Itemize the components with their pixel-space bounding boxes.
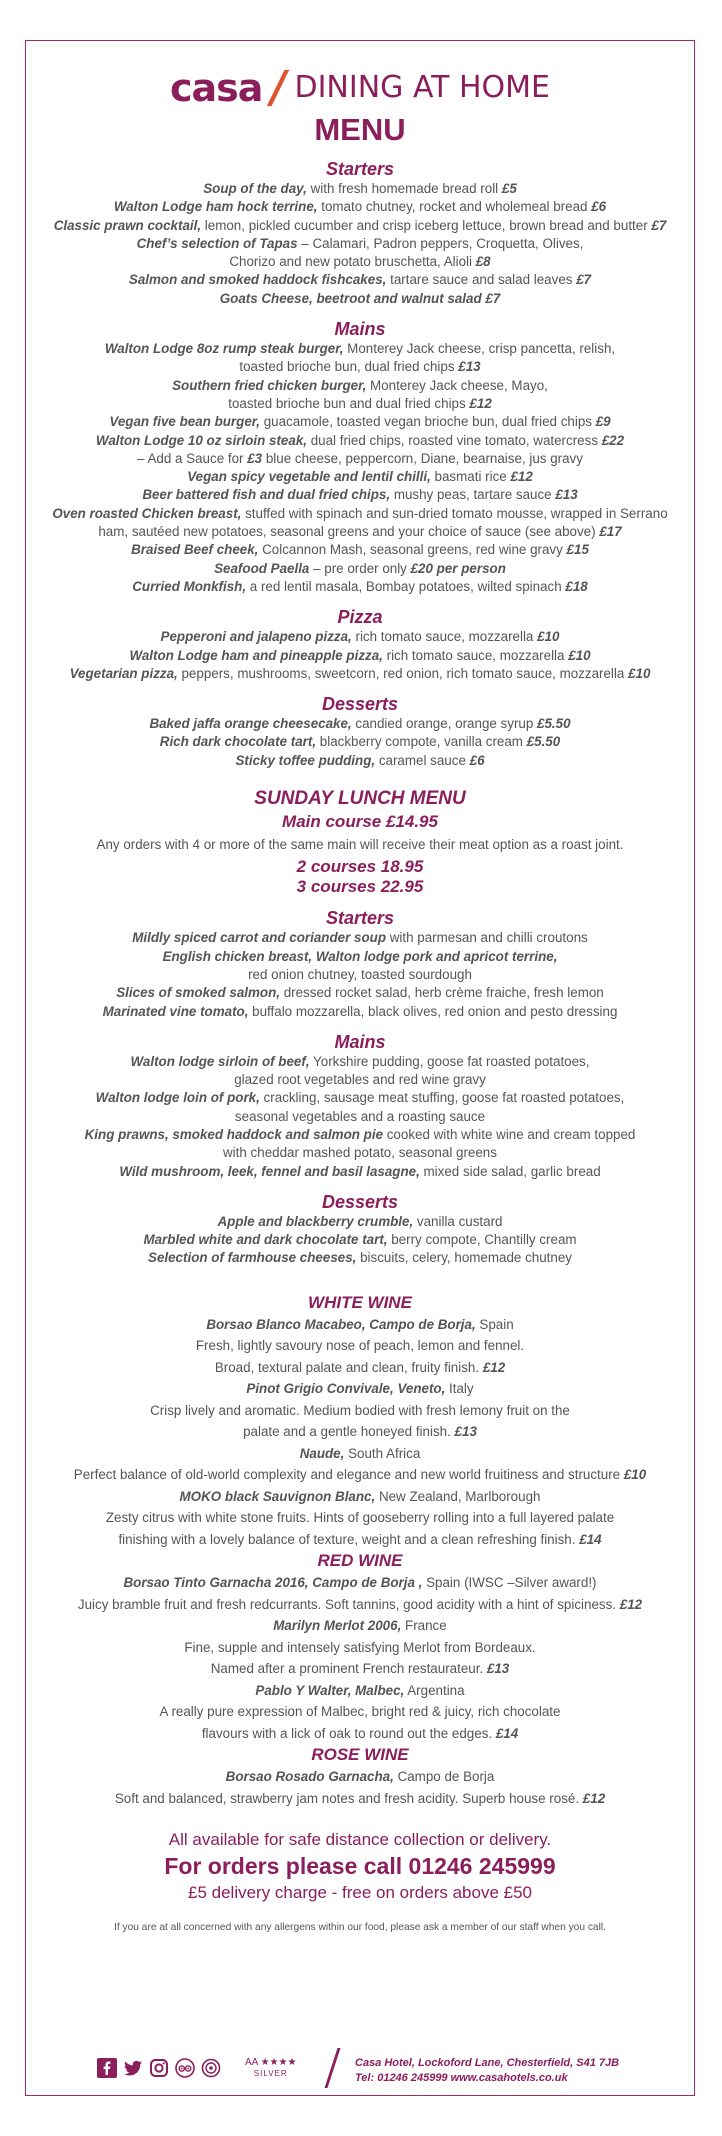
wine-tasting-note: Zesty citrus with white stone fruits. Hints of gooseberry rolling into a full layered palate (105, 1510, 615, 1526)
dish-description: caramel sauce (375, 752, 470, 768)
dish-name: King prawns, smoked haddock and salmon pie (84, 1126, 384, 1142)
menu-item-line (25, 217, 695, 235)
dish-description-cont: seasonal vegetables and a roasting sauce (234, 1108, 486, 1124)
menu-item-line (25, 984, 695, 1002)
wine-price: £13 (454, 1424, 477, 1440)
instagram-icon[interactable] (149, 2058, 169, 2078)
sunday-roast-note: Any orders with 4 or more of the same main will receive their meat option as a roast joint. (96, 837, 624, 853)
white-wine-item (25, 1486, 695, 1551)
dish-name: Oven roasted Chicken breast, (52, 505, 242, 521)
menu-item-line (25, 486, 695, 504)
dish-description: Colcannon Mash, seasonal greens, red wine gravy (258, 542, 567, 558)
wine-tasting-note-last (25, 1529, 695, 1551)
starters-heading: Starters (325, 159, 395, 179)
dish-name: Southern fried chicken burger, (172, 377, 367, 393)
dish-price: £12 (510, 469, 533, 485)
dish-description: mixed side salad, garlic bread (419, 1163, 601, 1179)
dish-name: Beer battered fish and dual fried chips, (142, 487, 391, 503)
sunday-desserts-item (25, 1213, 695, 1231)
menu-item-line (25, 1126, 695, 1144)
mains-item (25, 541, 695, 559)
dish-description: blackberry compote, vanilla cream (316, 734, 527, 750)
menu-item-line (25, 290, 695, 308)
dish-price: £8 (475, 254, 491, 270)
white-wine-item (25, 1378, 695, 1443)
menu-item-line (25, 733, 695, 751)
menu-item-line (25, 1213, 695, 1231)
dish-description: crackling, sausage meat stuffing, goose fat roasted potatoes, (259, 1090, 625, 1106)
twitter-icon[interactable] (123, 2058, 143, 2078)
dish-name: Curried Monkfish, (132, 578, 247, 594)
dish-name: Vegetarian pizza, (69, 665, 178, 681)
menu-item-line (25, 450, 695, 468)
mains-item (25, 578, 695, 596)
dish-name: Soup of the day, (203, 181, 307, 196)
menu-item-line (25, 1071, 695, 1089)
brand-slash: / (265, 62, 292, 113)
sunday-mains-item (25, 1089, 695, 1126)
dish-description: dressed rocket salad, herb crème fraiche, fresh lemon (279, 985, 604, 1001)
dish-name: Walton lodge loin of pork, (95, 1090, 260, 1106)
hotel-contact (355, 2056, 619, 2086)
sunday-mains-item (25, 1053, 695, 1090)
wine-tasting-note-last (25, 1464, 695, 1486)
sunday-mains-item (25, 1163, 695, 1181)
main-menu (25, 158, 695, 770)
dish-name: Walton Lodge 10 oz sirloin steak, (95, 432, 307, 448)
dish-name: Classic prawn cocktail, (53, 217, 202, 233)
starters-item (25, 217, 695, 235)
menu-item-line (25, 1144, 695, 1162)
dish-description: lemon, pickled cucumber and crisp iceberg lettuce, brown bread and butter (201, 217, 652, 233)
mains-item (25, 468, 695, 486)
menu-item-line (25, 505, 695, 523)
dish-description-cont: glazed root vegetables and red wine gravy (234, 1072, 486, 1088)
menu-item-line (25, 468, 695, 486)
wine-tasting-note-last (25, 1357, 695, 1379)
wine-title-line (25, 1615, 695, 1637)
dish-description: with fresh homemade bread roll (306, 181, 502, 196)
dish-description-cont: – Add a Sauce for (137, 450, 248, 466)
mains-item (25, 560, 695, 578)
dish-price: £7 (651, 217, 667, 233)
footer (25, 2046, 695, 2090)
sunday-three-courses: 3 courses 22.95 (296, 877, 424, 897)
dish-description: tomato chutney, rocket and wholemeal bread (317, 199, 592, 215)
dish-description: with parmesan and chilli croutons (386, 930, 588, 946)
ordering-availability: All available for safe distance collection or delivery. (168, 1830, 552, 1850)
wine-tasting-text: palate and a gentle honeyed finish. (243, 1424, 455, 1440)
wine-title-line (25, 1443, 695, 1465)
dish-name: Marbled white and dark chocolate tart, (143, 1232, 388, 1248)
desserts-heading: Desserts (321, 694, 399, 715)
dish-description: mushy peas, tartare sauce (390, 487, 556, 503)
dish-name: Braised Beef cheek, (131, 542, 259, 558)
sunday-starters-item (25, 984, 695, 1002)
wine-tasting-note: Crisp lively and aromatic. Medium bodied with fresh lemony fruit on the (150, 1402, 570, 1418)
wine-origin: Spain (475, 1316, 514, 1332)
menu-item-line (25, 235, 695, 253)
dish-name: Apple and blackberry crumble, (217, 1213, 414, 1229)
dish-name: Walton Lodge ham and pineapple pizza, (129, 647, 383, 663)
wine-tasting-text: Juicy bramble fruit and fresh redcurrants. Soft tannins, good acidity with a hint of spiciness. (77, 1596, 620, 1612)
rose-wine-item (25, 1766, 695, 1809)
wine-origin: Italy (445, 1381, 474, 1397)
wine-price: £10 (623, 1467, 647, 1483)
ordering-phone: For orders please call 01246 245999 (164, 1853, 556, 1880)
pizza-item (25, 665, 695, 683)
menu-content (25, 40, 695, 1935)
wine-title-line (25, 1314, 695, 1336)
dish-price: £13 (458, 359, 481, 375)
menu-item-line (25, 560, 695, 578)
wine-tasting-note-last (25, 1594, 695, 1616)
wine-price: £13 (486, 1661, 510, 1677)
desserts-item (25, 715, 695, 733)
wine-tasting-note: Fresh, lightly savoury nose of peach, lemon and fennel. (195, 1338, 525, 1354)
brand-casa: casa (169, 66, 263, 110)
dish-name: Pepperoni and jalapeno pizza, (160, 629, 352, 645)
wine-origin: Spain (IWSC –Silver award!) (422, 1575, 597, 1591)
wine-tasting-text: Named after a prominent French restaurateur. (210, 1661, 487, 1677)
wine-origin: South Africa (344, 1445, 421, 1461)
footer-divider (325, 2048, 341, 2088)
dish-name: Vegan spicy vegetable and lentil chilli, (187, 469, 431, 485)
dish-price: £5.50 (526, 734, 561, 750)
dish-name: Rich dark chocolate tart, (159, 734, 317, 750)
rose-wine-heading: ROSE WINE (311, 1745, 409, 1765)
dish-name: English chicken breast, Walton lodge pork and apricot terrine, (162, 948, 558, 964)
wine-origin: New Zealand, Marlborough (375, 1488, 541, 1504)
starters-item (25, 290, 695, 308)
wine-name: Pablo Y Walter, Malbec, (255, 1682, 405, 1698)
mains-item (25, 432, 695, 469)
dish-description: Yorkshire pudding, goose fat roasted potatoes, (309, 1053, 590, 1069)
wine-tasting-note-last (25, 1658, 695, 1680)
dish-description: vanilla custard (413, 1213, 503, 1229)
ordering-delivery: £5 delivery charge - free on orders above £50 (188, 1883, 532, 1903)
pizza-item (25, 647, 695, 665)
wine-title-line (25, 1766, 695, 1788)
dish-price: £5 (501, 181, 517, 196)
menu-item-line (25, 271, 695, 289)
dish-name: Seafood Paella (214, 560, 310, 576)
dish-description: biscuits, celery, homemade chutney (356, 1250, 572, 1266)
menu-item-line (25, 628, 695, 646)
dish-name: Walton Lodge ham hock terrine, (113, 199, 318, 215)
wine-name: Borsao Blanco Macabeo, Campo de Borja, (206, 1316, 476, 1332)
sunday-desserts-item (25, 1231, 695, 1249)
mains-item (25, 413, 695, 431)
menu-item-line (25, 647, 695, 665)
sauce-price: £3 (247, 450, 263, 466)
dish-description-cont: toasted brioche bun and dual fried chips (228, 395, 470, 411)
tripadvisor-icon[interactable] (175, 2058, 195, 2078)
menu-item-line (25, 1163, 695, 1181)
dish-name: Wild mushroom, leek, fennel and basil lasagne, (119, 1163, 420, 1179)
menu-item-line (25, 541, 695, 559)
dish-name: Walton lodge sirloin of beef, (130, 1053, 310, 1069)
brand-tagline: DINING AT HOME (294, 70, 551, 105)
desserts-item (25, 752, 695, 770)
red-wine-item (25, 1615, 695, 1680)
menu-item-line (25, 1249, 695, 1267)
red-wine-item (25, 1680, 695, 1745)
dish-description-cont: red onion chutney, toasted sourdough (248, 966, 472, 982)
sunday-starters-heading: Starters (325, 908, 395, 929)
dish-name: Mildly spiced carrot and coriander soup (132, 930, 387, 946)
menu-item-line (25, 578, 695, 596)
wine-tasting-text: Soft and balanced, strawberry jam notes and fresh acidity. Superb house rosé. (114, 1790, 583, 1806)
brand-logo (25, 62, 695, 113)
dish-price: £15 (566, 542, 589, 558)
menu-item-line (25, 948, 695, 966)
dish-price: £10 (537, 629, 560, 645)
dish-description: Monterey Jack cheese, Mayo, (366, 377, 548, 393)
white-wine-heading: WHITE WINE (308, 1292, 412, 1312)
dish-name: Salmon and smoked haddock fishcakes, (128, 272, 387, 288)
dish-price: £13 (555, 487, 578, 503)
dish-description: peppers, mushrooms, sweetcorn, red onion, rich tomato sauce, mozzarella (177, 665, 629, 681)
menu-item-line (25, 523, 695, 541)
menu-item-line (25, 377, 695, 395)
hotel-address: Casa Hotel, Lockoford Lane, Chesterfield, S41 7JB (355, 2057, 620, 2069)
wine-price: £14 (579, 1531, 602, 1547)
pizza-heading: Pizza (337, 607, 383, 628)
menu-item-line (25, 413, 695, 431)
social-links (97, 2058, 221, 2078)
dish-description: stuffed with spinach and sun-dried tomato mousse, wrapped in Serrano (241, 505, 668, 521)
wine-price: £12 (582, 1790, 606, 1806)
pizza-item (25, 628, 695, 646)
menu-item-line (25, 715, 695, 733)
aa-rating-stars: AA ★★★★ (245, 2057, 297, 2068)
menu-item-line (25, 752, 695, 770)
wine-tasting-note: Fine, supple and intensely satisfying Merlot from Bordeaux. (184, 1639, 536, 1655)
wine-origin: Argentina (404, 1682, 465, 1698)
dish-description: guacamole, toasted vegan brioche bun, dual fried chips (259, 414, 596, 430)
wine-origin: Campo de Borja (393, 1769, 495, 1785)
wine-price: £14 (495, 1725, 519, 1741)
dish-description-cont: with cheddar mashed potato, seasonal greens (223, 1145, 497, 1161)
wine-price: £12 (482, 1359, 506, 1375)
dish-description: candied orange, orange syrup (351, 716, 538, 732)
hotel-phone-web[interactable]: Tel: 01246 245999 www.casahotels.co.uk (355, 2072, 568, 2084)
dish-description: buffalo mozzarella, black olives, red onion and pesto dressing (248, 1003, 618, 1019)
wine-tasting-text: Perfect balance of old-world complexity and elegance and new world fruitiness and structure (73, 1467, 624, 1483)
dish-name: Slices of smoked salmon, (116, 985, 280, 1001)
dish-name: Chef’s selection of Tapas (136, 235, 298, 251)
menu-title: MENU (314, 112, 406, 147)
red-wine-item (25, 1572, 695, 1615)
wine-list (25, 1292, 695, 1810)
sunday-desserts-item (25, 1249, 695, 1267)
sauce-options: blue cheese, peppercorn, Diane, bearnaise, jus gravy (262, 450, 583, 466)
desserts-item (25, 733, 695, 751)
dish-name: Vegan five bean burger, (109, 414, 260, 430)
menu-item-line (25, 358, 695, 376)
wine-tasting-note-last (25, 1723, 695, 1745)
sunday-starters-item (25, 929, 695, 947)
sunday-main-course: Main course £14.95 (282, 812, 438, 832)
dish-name: Walton Lodge 8oz rump steak burger, (104, 341, 344, 357)
mains-item (25, 505, 695, 542)
sunday-title: SUNDAY LUNCH MENU (254, 788, 466, 810)
dish-price: £20 per person (410, 560, 506, 576)
menu-item-line (25, 198, 695, 216)
aa-rating-level: SILVER (253, 2069, 288, 2078)
dish-description-cont: ham, sautéed new potatoes, seasonal greens and your choice of sauce (see above) (98, 524, 600, 540)
menu-item-line (25, 1089, 695, 1107)
dish-description: berry compote, Chantilly cream (387, 1232, 577, 1248)
wine-title-line (25, 1572, 695, 1594)
sunday-mains-item (25, 1126, 695, 1163)
dish-description: – Calamari, Padron peppers, Croquetta, Olives, (297, 235, 584, 251)
wine-price: £12 (619, 1596, 643, 1612)
dish-description: rich tomato sauce, mozzarella (351, 629, 538, 645)
dish-description: a red lentil masala, Bombay potatoes, wilted spinach (246, 578, 566, 594)
starters-item (25, 180, 695, 198)
menu-item-line (25, 929, 695, 947)
menu-item-line (25, 340, 695, 358)
award-rosette-icon (201, 2058, 221, 2078)
dish-price: £17 (599, 524, 622, 540)
sunday-two-courses: 2 courses 18.95 (296, 857, 424, 877)
menu-item-line (25, 432, 695, 450)
wine-name: MOKO black Sauvignon Blanc, (179, 1488, 376, 1504)
wine-title-line (25, 1680, 695, 1702)
dish-description-cont: Chorizo and new potato bruschetta, Alioli (229, 254, 476, 270)
dish-description: basmati rice (430, 469, 511, 485)
wine-name: Borsao Tinto Garnacha 2016, Campo de Borja , (123, 1575, 423, 1591)
starters-item (25, 198, 695, 216)
dish-description-cont: toasted brioche bun, dual fried chips (239, 359, 459, 375)
facebook-icon[interactable] (97, 2058, 117, 2078)
mains-item (25, 486, 695, 504)
dish-name: Marinated vine tomato, (102, 1003, 249, 1019)
dish-description: dual fried chips, roasted vine tomato, watercress (307, 432, 602, 448)
dish-price: £10 (628, 665, 651, 681)
wine-name: Marilyn Merlot 2006, (273, 1618, 402, 1634)
menu-item-line (25, 1003, 695, 1021)
dish-description: – pre order only (309, 560, 411, 576)
menu-item-line (25, 1053, 695, 1071)
dish-name: Baked jaffa orange cheesecake, (149, 716, 352, 732)
wine-title-line (25, 1378, 695, 1400)
sunday-desserts-heading: Desserts (321, 1191, 399, 1212)
menu-item-line (25, 966, 695, 984)
wine-tasting-text: flavours with a lick of oak to round out the edges. (201, 1725, 496, 1741)
dish-price: £18 (565, 578, 588, 594)
dish-name: Goats Cheese, beetroot and walnut salad (219, 290, 486, 306)
wine-tasting-note-last (25, 1421, 695, 1443)
mains-heading: Mains (334, 319, 386, 340)
dish-price: £7 (576, 272, 592, 288)
menu-item-line (25, 665, 695, 683)
sunday-menu (25, 907, 695, 1267)
wine-tasting-text: finishing with a lovely balance of texture, weight and a clean refreshing finish. (118, 1531, 580, 1547)
wine-origin: France (401, 1618, 447, 1634)
menu-item-line (25, 253, 695, 271)
mains-item (25, 340, 695, 377)
wine-tasting-text: Broad, textural palate and clean, fruity finish. (214, 1359, 483, 1375)
white-wine-item (25, 1443, 695, 1486)
dish-price: £7 (485, 290, 501, 306)
dish-price: £9 (595, 414, 611, 430)
menu-item-line (25, 1231, 695, 1249)
dish-description: Monterey Jack cheese, crisp pancetta, relish, (343, 341, 616, 357)
starters-item (25, 235, 695, 272)
dish-description: rich tomato sauce, mozzarella (382, 647, 569, 663)
wine-name: Naude, (299, 1445, 345, 1461)
aa-rating-badge (245, 2057, 296, 2079)
dish-price: £5.50 (537, 716, 571, 732)
dish-price: £10 (568, 647, 591, 663)
sunday-starters-item (25, 948, 695, 985)
dish-price: £22 (601, 432, 625, 448)
mains-item (25, 377, 695, 414)
wine-name: Pinot Grigio Convivale, Veneto, (246, 1381, 446, 1397)
wine-tasting-note-last (25, 1788, 695, 1810)
dish-price: £6 (469, 752, 485, 768)
wine-title-line (25, 1486, 695, 1508)
wine-name: Borsao Rosado Garnacha, (225, 1769, 394, 1785)
starters-item (25, 271, 695, 289)
dish-description: cooked with white wine and cream topped (383, 1126, 636, 1142)
allergy-note: If you are at all concerned with any allergens within our food, please ask a member of our staff when you call. (114, 1922, 606, 1934)
dish-price: £6 (591, 199, 607, 215)
red-wine-heading: RED WINE (317, 1551, 403, 1571)
dish-name: Sticky toffee pudding, (235, 752, 376, 768)
menu-item-line (25, 1108, 695, 1126)
dish-price: £12 (469, 395, 492, 411)
dish-name: Selection of farmhouse cheeses, (148, 1250, 357, 1266)
white-wine-item (25, 1314, 695, 1379)
sunday-mains-heading: Mains (334, 1031, 386, 1052)
wine-tasting-note: A really pure expression of Malbec, bright red & juicy, rich chocolate (159, 1704, 561, 1720)
menu-item-line (25, 180, 695, 198)
sunday-starters-item (25, 1003, 695, 1021)
dish-description: tartare sauce and salad leaves (386, 272, 577, 288)
menu-item-line (25, 395, 695, 413)
